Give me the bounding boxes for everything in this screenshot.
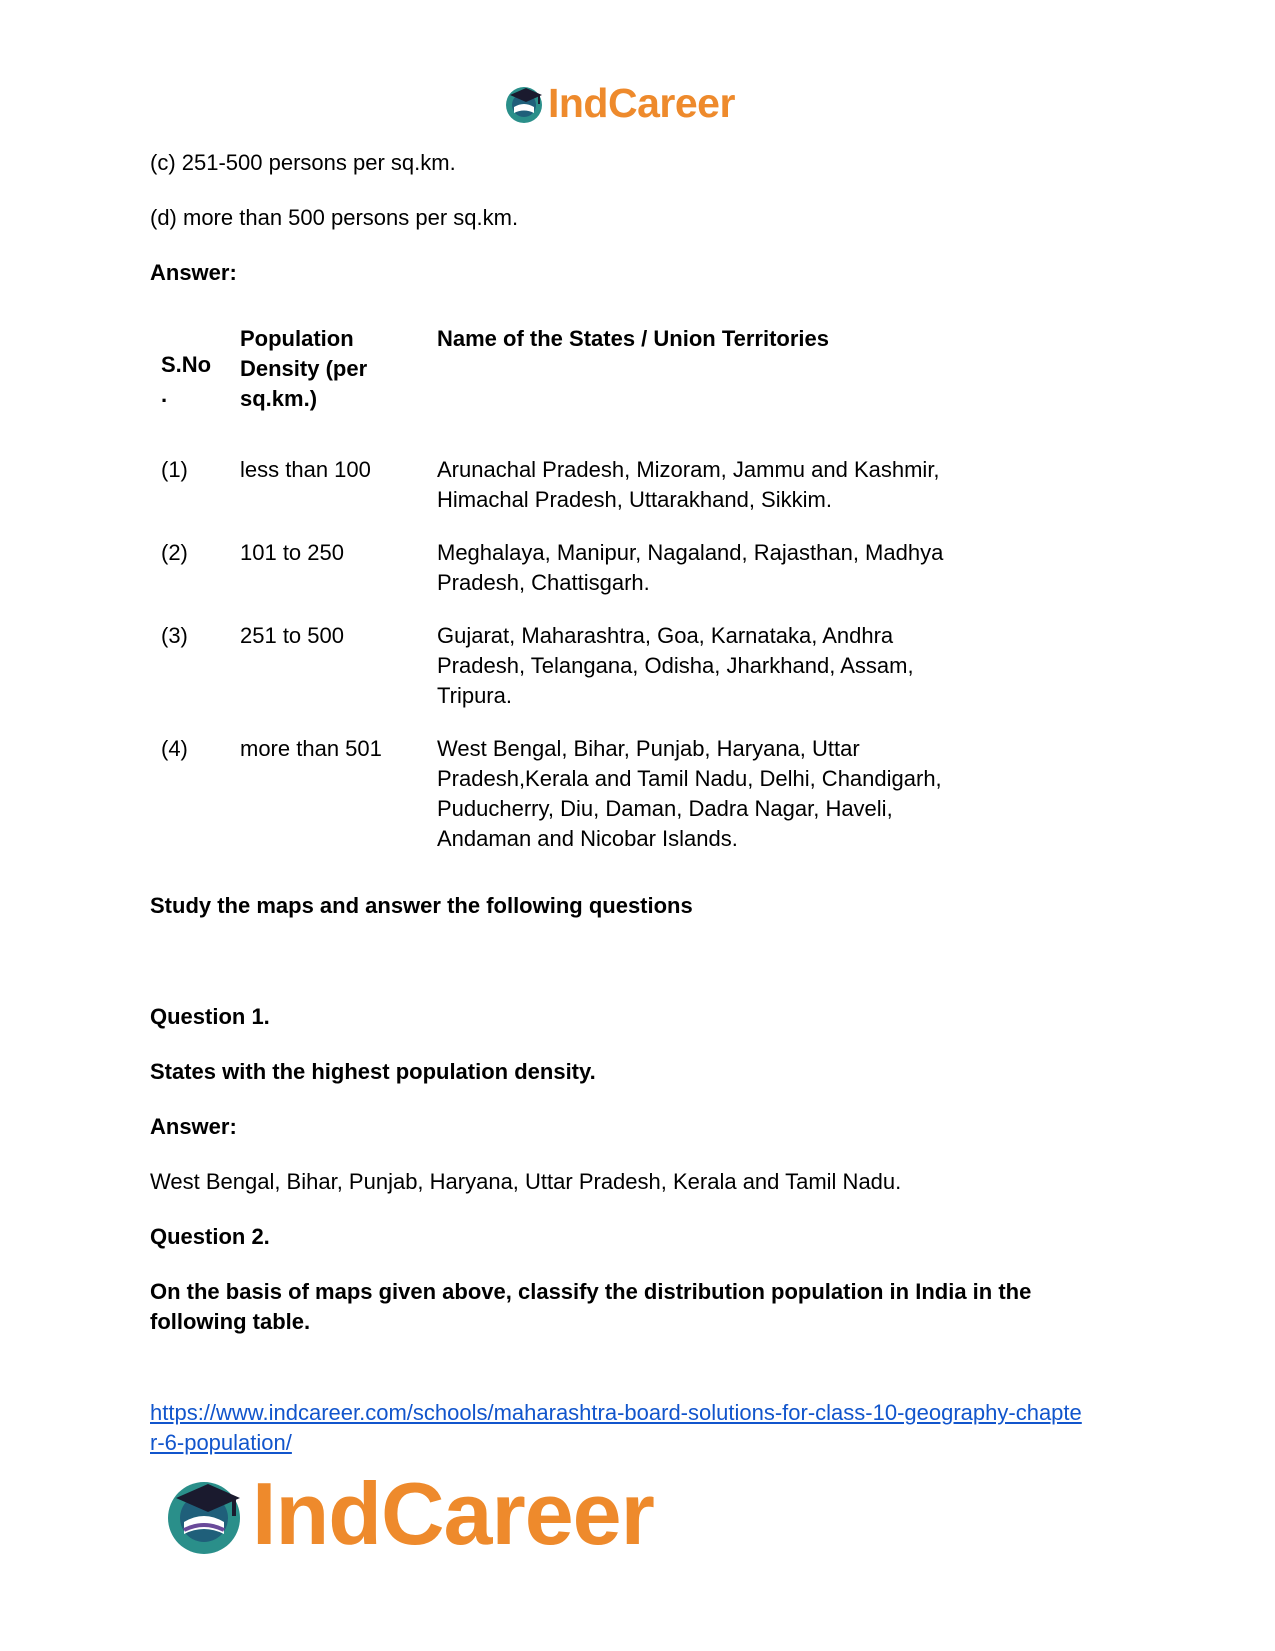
question-2-text-line-1: On the basis of maps given above, classify the distribution population in India in the bbox=[150, 1279, 1032, 1304]
header-density-1: Population bbox=[240, 326, 354, 351]
row-states-line: West Bengal, Bihar, Punjab, Haryana, Uttar bbox=[437, 736, 860, 761]
row-sno: (1) bbox=[161, 457, 188, 482]
row-density: less than 100 bbox=[240, 457, 371, 482]
row-states-line: Pradesh, Telangana, Odisha, Jharkhand, Assam, bbox=[437, 653, 914, 678]
question-1-label: Question 1. bbox=[150, 1004, 270, 1029]
option-c: (c) 251-500 persons per sq.km. bbox=[150, 150, 456, 175]
header-logo-text: IndCareer bbox=[548, 80, 735, 126]
row-states-line: Meghalaya, Manipur, Nagaland, Rajasthan, Madhya bbox=[437, 540, 944, 565]
header-density-3: sq.km.) bbox=[240, 386, 318, 411]
row-states-line: Gujarat, Maharashtra, Goa, Karnataka, Andhra bbox=[437, 623, 894, 648]
row-states-line: Himachal Pradesh, Uttarakhand, Sikkim. bbox=[437, 487, 832, 512]
header-sno-dot: . bbox=[161, 382, 168, 407]
row-sno: (3) bbox=[161, 623, 188, 648]
source-link[interactable] bbox=[150, 1398, 1082, 1458]
row-states-line: Tripura. bbox=[437, 683, 512, 708]
graduation-globe-icon bbox=[502, 81, 546, 125]
row-sno: (2) bbox=[161, 540, 188, 565]
row-states-line: Arunachal Pradesh, Mizoram, Jammu and Kashmir, bbox=[437, 457, 940, 482]
study-heading: Study the maps and answer the following questions bbox=[150, 893, 693, 918]
question-1-answer-label: Answer: bbox=[150, 1114, 237, 1139]
row-density: 101 to 250 bbox=[240, 540, 344, 565]
header-sno: S.No bbox=[161, 352, 212, 377]
header-density-2: Density (per bbox=[240, 356, 368, 381]
row-states-line: Pradesh,Kerala and Tamil Nadu, Delhi, Chandigarh, bbox=[437, 766, 942, 791]
row-sno: (4) bbox=[161, 736, 188, 761]
graduation-globe-icon bbox=[160, 1470, 248, 1558]
row-density: 251 to 500 bbox=[240, 623, 344, 648]
header-logo bbox=[502, 78, 735, 128]
header-states: Name of the States / Union Territories bbox=[437, 326, 830, 351]
question-2-label: Question 2. bbox=[150, 1224, 270, 1249]
footer-logo bbox=[160, 1466, 654, 1562]
source-link-line-2[interactable]: r-6-population/ bbox=[150, 1430, 292, 1455]
source-link-line-1[interactable]: https://www.indcareer.com/schools/maharashtra-board-solutions-for-class-10-geography-chapte bbox=[150, 1400, 1082, 1425]
footer-logo-text: IndCareer bbox=[252, 1464, 654, 1563]
row-density: more than 501 bbox=[240, 736, 382, 761]
question-1-answer: West Bengal, Bihar, Punjab, Haryana, Uttar Pradesh, Kerala and Tamil Nadu. bbox=[150, 1169, 902, 1194]
row-states-line: Pradesh, Chattisgarh. bbox=[437, 570, 650, 595]
question-1-text: States with the highest population density. bbox=[150, 1059, 596, 1084]
question-2-text-line-2: following table. bbox=[150, 1309, 311, 1334]
row-states-line: Puducherry, Diu, Daman, Dadra Nagar, Haveli, bbox=[437, 796, 893, 821]
answer-label: Answer: bbox=[150, 260, 237, 285]
row-states-line: Andaman and Nicobar Islands. bbox=[437, 826, 738, 851]
option-d: (d) more than 500 persons per sq.km. bbox=[150, 205, 519, 230]
